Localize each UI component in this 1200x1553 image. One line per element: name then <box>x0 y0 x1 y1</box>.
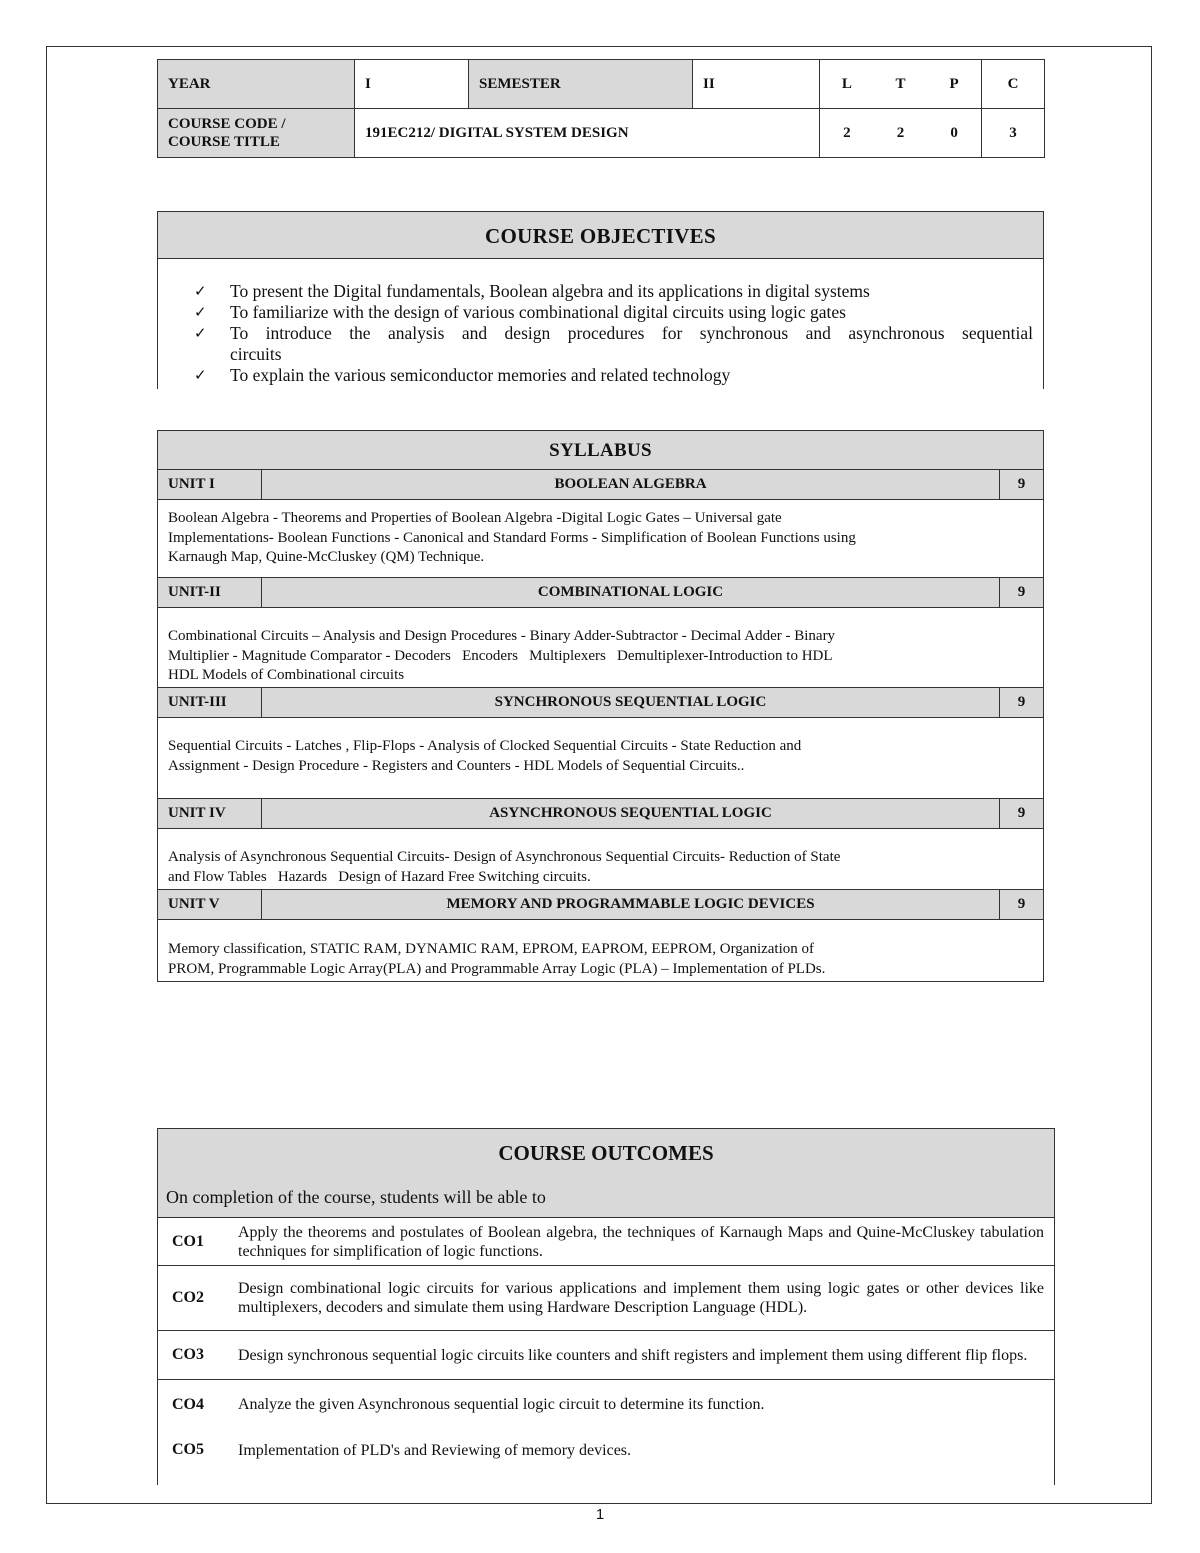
checkmark-icon: ✓ <box>194 282 207 300</box>
objective-text: To present the Digital fundamentals, Boolean algebra and its applications in digital systems <box>230 281 870 301</box>
checkmark-icon: ✓ <box>194 324 207 342</box>
c-label: C <box>982 60 1045 109</box>
unit-header-1 <box>158 470 1043 500</box>
t-value: 2 <box>896 124 905 141</box>
unit-title: SYNCHRONOUS SEQUENTIAL LOGIC <box>262 688 1000 717</box>
unit-header-5 <box>158 890 1043 920</box>
objective-text: To introduce the analysis and design procedures for synchronous and asynchronous sequential <box>230 323 1033 343</box>
l-label: L <box>841 75 852 92</box>
unit-id: UNIT IV <box>158 799 262 828</box>
unit-line: Combinational Circuits – Analysis and Design Procedures - Binary Adder-Subtractor - Decimal Adder - Binary <box>168 628 836 644</box>
ltp-labels <box>820 60 982 109</box>
c-value: 3 <box>982 109 1045 158</box>
unit-line: HDL Models of Combinational circuits <box>168 667 405 683</box>
course-code-label <box>158 109 355 158</box>
outcome-text: Apply the theorems and postulates of Boolean algebra, the techniques of Karnaugh Maps and Quine-McCluskey tabulation techniques for simplification of logic functions. <box>238 1223 1044 1260</box>
checkmark-icon: ✓ <box>194 303 207 321</box>
unit-header-3 <box>158 688 1043 718</box>
unit-line: Assignment - Design Procedure - Registers and Counters - HDL Models of Sequential Circuits.. <box>168 757 745 774</box>
unit-title: ASYNCHRONOUS SEQUENTIAL LOGIC <box>262 799 1000 828</box>
year-value: I <box>355 60 469 109</box>
t-label: T <box>895 75 906 92</box>
unit-hours: 9 <box>1017 694 1026 710</box>
semester-value: II <box>693 60 820 109</box>
outcome-text: Design synchronous sequential logic circuits like counters and shift registers and implement them using different flip flops. <box>238 1346 1028 1364</box>
outcome-text: Implementation of PLD's and Reviewing of memory devices. <box>238 1442 632 1459</box>
unit-id: UNIT V <box>158 890 262 919</box>
outcome-id: CO3 <box>172 1346 204 1363</box>
unit-line: Sequential Circuits - Latches , Flip-Flops - Analysis of Clocked Sequential Circuits - State Reduction and <box>168 738 802 754</box>
unit-hours: 9 <box>1017 805 1026 821</box>
year-label: YEAR <box>158 60 355 109</box>
unit-hours: 9 <box>1017 584 1026 600</box>
unit-line: and Flow Tables Hazards Design of Hazard Free Switching circuits. <box>168 868 591 885</box>
outcome-row <box>157 1380 1055 1429</box>
course-title: 191EC212/ DIGITAL SYSTEM DESIGN <box>355 109 820 158</box>
unit-header-2 <box>158 578 1043 608</box>
outcome-id: CO4 <box>172 1395 204 1413</box>
objective-item <box>194 365 1033 386</box>
objective-text: To explain the various semiconductor memories and related technology <box>230 365 731 385</box>
header-row-course <box>158 109 1045 158</box>
l-value: 2 <box>843 124 851 141</box>
semester-label: SEMESTER <box>469 60 693 109</box>
unit-line: Implementations- Boolean Functions - Canonical and Standard Forms - Simplification of Boolean Functions using <box>168 529 856 546</box>
outcome-row <box>157 1331 1055 1380</box>
outcomes-subtitle: On completion of the course, students will be able to <box>166 1187 546 1207</box>
objective-text: circuits <box>230 344 282 364</box>
objective-item-continuation <box>194 344 1033 365</box>
page-number: 1 <box>595 1506 605 1523</box>
outcome-id: CO2 <box>172 1289 204 1306</box>
outcome-text: Analyze the given Asynchronous sequential logic circuit to determine its function. <box>238 1396 765 1413</box>
outcome-id: CO5 <box>172 1441 204 1458</box>
unit-content-4 <box>158 829 1043 890</box>
outcome-id: CO1 <box>172 1232 204 1250</box>
unit-title: MEMORY AND PROGRAMMABLE LOGIC DEVICES <box>262 890 1000 919</box>
outcome-text: Design combinational logic circuits for various applications and implement them using logic gates or other devices like multiplexers, decoders and simulate them using Hardware Description Language (HDL). <box>238 1280 1044 1316</box>
unit-line: Analysis of Asynchronous Sequential Circuits- Design of Asynchronous Sequential Circuits- Reduction of State <box>168 849 841 865</box>
objective-item <box>194 302 1033 323</box>
outcome-row <box>157 1266 1055 1331</box>
outcome-row <box>157 1429 1055 1485</box>
p-value: 0 <box>950 124 958 141</box>
objective-item <box>194 323 1033 344</box>
course-header-table <box>157 59 1045 158</box>
course-objectives-section <box>157 211 1044 389</box>
unit-content-2 <box>158 608 1043 688</box>
syllabus-title: SYLLABUS <box>158 431 1043 470</box>
checkmark-icon: ✓ <box>194 366 207 384</box>
course-code-label-line1: COURSE CODE / <box>168 116 286 132</box>
unit-id: UNIT-III <box>158 688 262 717</box>
unit-line: PROM, Programmable Logic Array(PLA) and Programmable Array Logic (PLA) – Implementation of PLDs. <box>168 960 826 977</box>
outcomes-title: COURSE OUTCOMES <box>498 1141 714 1165</box>
p-label: P <box>949 75 959 92</box>
unit-hours: 9 <box>1017 476 1026 492</box>
unit-content-3 <box>158 718 1043 799</box>
unit-title: BOOLEAN ALGEBRA <box>262 470 1000 499</box>
unit-hours: 9 <box>1017 896 1026 912</box>
course-outcomes-section <box>157 1128 1055 1485</box>
unit-line: Boolean Algebra - Theorems and Properties of Boolean Algebra -Digital Logic Gates – Universal gate <box>168 510 782 526</box>
unit-header-4 <box>158 799 1043 829</box>
objective-item <box>194 281 1033 302</box>
header-row-year <box>158 60 1045 109</box>
unit-id: UNIT I <box>158 470 262 499</box>
unit-content-1 <box>158 500 1043 578</box>
unit-id: UNIT-II <box>158 578 262 607</box>
unit-line: Memory classification, STATIC RAM, DYNAMIC RAM, EPROM, EAPROM, EEPROM, Organization of <box>168 941 815 957</box>
outcome-row <box>157 1218 1055 1266</box>
objective-text: To familiarize with the design of various combinational digital circuits using logic gates <box>230 302 846 322</box>
unit-content-5 <box>158 920 1043 981</box>
unit-line: Multiplier - Magnitude Comparator - Decoders Encoders Multiplexers Demultiplexer-Introduction to HDL <box>168 647 833 664</box>
objectives-title: COURSE OBJECTIVES <box>157 211 1044 259</box>
unit-title: COMBINATIONAL LOGIC <box>262 578 1000 607</box>
unit-line: Karnaugh Map, Quine-McCluskey (QM) Technique. <box>168 549 485 565</box>
course-code-label-line2: COURSE TITLE <box>168 134 280 150</box>
ltp-values <box>820 109 982 158</box>
objectives-list <box>157 259 1044 389</box>
syllabus-section <box>157 430 1044 982</box>
outcomes-header <box>157 1128 1055 1218</box>
